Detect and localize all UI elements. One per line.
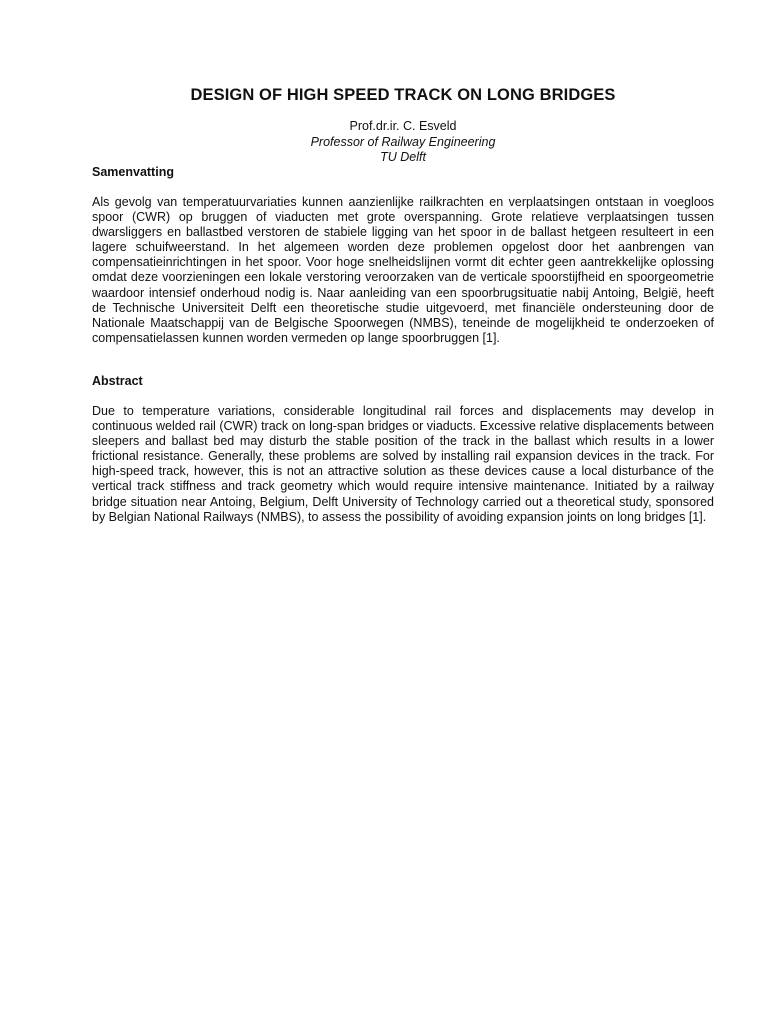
author-block [92, 119, 714, 166]
author-affiliation: TU Delft [380, 150, 426, 164]
paper-title: DESIGN OF HIGH SPEED TRACK ON LONG BRIDGES [190, 86, 616, 104]
abstract-paragraph: Due to temperature variations, considerable longitudinal rail forces and displacements may develop in continuous welded rail (CWR) track on long-span bridges or viaducts. Excessive relative displacements between sleepers and ballast bed may disturb the stable position of the track in the ballast which results in a lower frictional resistance. Generally, these problems are solved by installing rail expansion devices in the track. For high-speed track, however, this is not an attractive solution as these devices cause a local disturbance of the vertical track stiffness and track geometry which would require intensive maintenance. Initiated by a railway bridge situation near Antoing, Belgium, Delft University of Technology carried out a theoretical study, sponsored by Belgian National Railways (NMBS), to assess the possibility of avoiding expansion joints on long bridges [1]. [92, 404, 714, 524]
author-name: Prof.dr.ir. C. Esveld [349, 119, 457, 133]
section-heading-abstract: Abstract [92, 374, 143, 388]
author-position: Professor of Railway Engineering [310, 134, 496, 149]
section-heading-samenvatting: Samenvatting [92, 165, 174, 179]
samenvatting-paragraph: Als gevolg van temperatuurvariaties kunnen aanzienlijke railkrachten en verplaatsingen ontstaan in voegloos spoor (CWR) op bruggen of viaducten met grote overspanning. Grote relatieve verplaatsingen tussen dwarsliggers en ballastbed verstoren de stabiele ligging van het spoor in de ballast hetgeen resulteert in een lagere schuifweerstand. In het algemeen worden deze problemen opgelost door het aanbrengen van compensatieinrichtingen in het spoor. Voor hoge snelheidslijnen vormt dit echter geen aantrekkelijke oplossing omdat deze voorzieningen een lokale verstoring veroorzaken van de verticale spoorstijfheid en spoorgeometrie waardoor intensief onderhoud nodig is. Naar aanleiding van een spoorbrugsituatie nabij Antoing, België, heeft de Technische Universiteit Delft een theoretische studie uitgevoerd, met financiële ondersteuning door de Nationale Maatschappij van de Belgische Spoorwegen (NMBS), teneinde de mogelijkheid te onderzoeken of compensatielassen kunnen worden vermeden op lange spoorbruggen [1]. [92, 195, 714, 345]
